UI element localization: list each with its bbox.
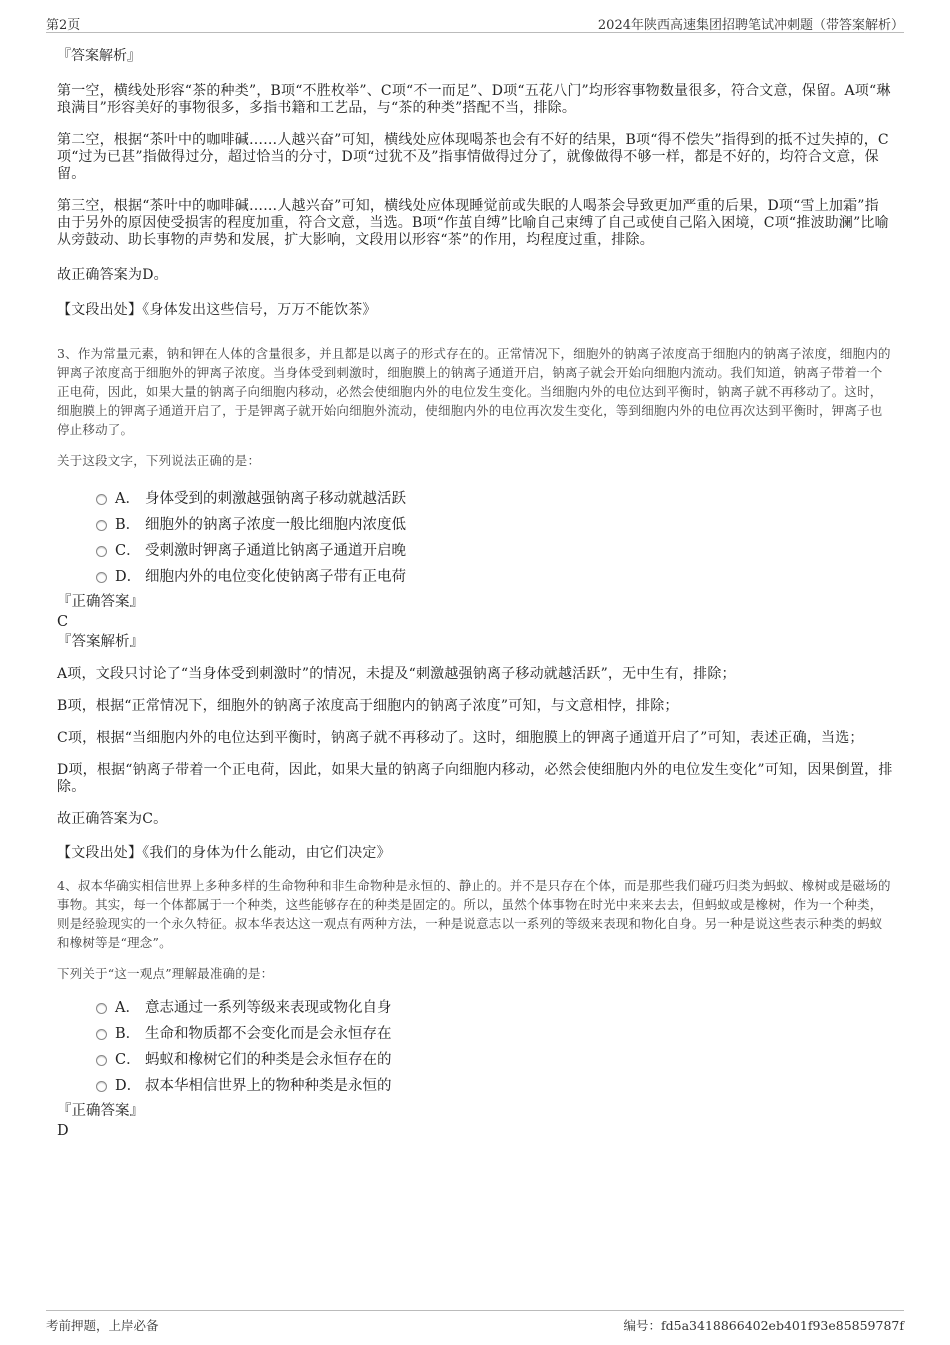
option-c[interactable]: C． 受刺激时钾离子通道比钠离子通道开启晚 <box>57 538 893 564</box>
footer-slogan: 考前押题，上岸必备 <box>46 1318 159 1333</box>
option-b[interactable]: B． 细胞外的钠离子浓度一般比细胞内浓度低 <box>57 512 893 538</box>
radio-circle-icon[interactable] <box>96 494 107 505</box>
correct-answer-value: D <box>57 1123 69 1139</box>
question-4-passage: 4、叔本华确实相信世界上多种多样的生命物种和非生命物种是永恒的、静止的。并不是只存在个体，而是那些我们碰巧归类为蚂蚁、橡树或是磁场的事物。其实，每一个体都属于一个种类，这些能够存在的种类是固定的。所以，虽然个体事物在时光中来来去去，但蚂蚁或是橡树，作为一个种类，则是经验现实的一个永久特征。叔本华表达这一观点有两种方法，一种是说意志以一系列的等级来表现和物化自身。另一种是说这些表示种类的蚂蚁和橡树等是“理念”。 <box>57 878 891 950</box>
correct-answer-value: C <box>57 614 69 630</box>
page-number: 第2页 <box>46 18 81 33</box>
question-3-options <box>57 486 893 590</box>
analysis-conclusion: 故正确答案为D。 <box>57 267 168 283</box>
analysis-paragraph: B项，根据“正常情况下，细胞外的钠离子浓度高于细胞内的钠离子浓度”可知，与文意相悖，排除； <box>57 698 679 714</box>
analysis-tag: 『答案解析』 <box>57 634 144 650</box>
option-a[interactable]: A． 意志通过一系列等级来表现或物化自身 <box>57 995 893 1021</box>
radio-circle-icon[interactable] <box>96 520 107 531</box>
document-id: 编号：fd5a3418866402eb401f93e85859787f <box>623 1318 904 1333</box>
option-d[interactable]: D． 细胞内外的电位变化使钠离子带有正电荷 <box>57 564 893 590</box>
source-citation: 【文段出处】《我们的身体为什么能动，由它们决定》 <box>57 845 391 861</box>
radio-circle-icon[interactable] <box>96 1081 107 1092</box>
analysis-paragraph: 第三空，根据“茶叶中的咖啡碱……人越兴奋”可知，横线处应体现睡觉前或失眠的人喝茶会导致更加严重的后果，D项“雪上加霜”指由于另外的原因使受损害的程度加重，符合文意，当选。B项“作茧自缚”比喻自己束缚了自己或使自己陷入困境，C项“推波助澜”比喻从旁鼓动、助长事物的声势和发展，扩大影响，文段用以形容“茶”的作用，均程度过重，排除。 <box>57 198 889 248</box>
option-b[interactable]: B． 生命和物质都不会变化而是会永恒存在 <box>57 1021 893 1047</box>
question-3-prompt: 关于这段文字，下列说法正确的是： <box>57 453 261 468</box>
analysis-paragraph: A项，文段只讨论了“当身体受到刺激时”的情况，未提及“刺激越强钠离子移动就越活跃”，无中生有，排除； <box>57 666 736 682</box>
option-d[interactable]: D． 叔本华相信世界上的物种种类是永恒的 <box>57 1073 893 1099</box>
question-3-passage: 3、作为常量元素，钠和钾在人体的含量很多，并且都是以离子的形式存在的。正常情况下，细胞外的钠离子浓度高于细胞内的钠离子浓度，细胞内的钾离子浓度高于细胞外的钾离子浓度。当身体受到刺激时，细胞膜上的钠离子通道开启，钠离子就会开始向细胞内流动。我们知道，钠离子带着一个正电荷，因此，如果大量的钠离子向细胞内移动，必然会使细胞内外的电位发生变化。当细胞内外的电位达到平衡时，钠离子就不再移动了。这时，细胞膜上的钾离子通道开启了，于是钾离子就开始向细胞外流动，使细胞内外的电位再次发生变化，等到细胞内外的电位再次达到平衡时，钾离子也停止移动了。 <box>57 346 891 437</box>
analysis-conclusion: 故正确答案为C。 <box>57 811 168 827</box>
analysis-paragraph: D项，根据“钠离子带着一个正电荷，因此，如果大量的钠离子向细胞内移动，必然会使细胞内外的电位发生变化”可知，因果倒置，排除。 <box>57 762 893 795</box>
analysis-paragraph: 第二空，根据“茶叶中的咖啡碱……人越兴奋”可知，横线处应体现喝茶也会有不好的结果，B项“得不偿失”指得到的抵不过失掉的，C项“过为已甚”指做得过分，超过恰当的分寸，D项“过犹不及”指事情做得过分了，就像做得不够一样，都是不好的，均符合文意，保留。 <box>57 132 889 182</box>
analysis-paragraph: C项，根据“当细胞内外的电位达到平衡时，钠离子就不再移动了。这时，细胞膜上的钾离子通道开启了”可知，表述正确，当选； <box>57 730 864 746</box>
radio-circle-icon[interactable] <box>96 1003 107 1014</box>
source-citation: 【文段出处】《身体发出这些信号，万万不能饮茶》 <box>57 302 377 318</box>
correct-answer-tag: 『正确答案』 <box>57 594 144 610</box>
page-header <box>46 12 904 33</box>
correct-answer-tag: 『正确答案』 <box>57 1103 144 1119</box>
option-a[interactable]: A． 身体受到的刺激越强钠离子移动就越活跃 <box>57 486 893 512</box>
radio-circle-icon[interactable] <box>96 1029 107 1040</box>
question-4-prompt: 下列关于“这一观点”理解最准确的是： <box>57 966 274 981</box>
radio-circle-icon[interactable] <box>96 572 107 583</box>
question-4-options <box>57 995 893 1099</box>
analysis-tag: 『答案解析』 <box>57 48 141 64</box>
analysis-paragraph: 第一空，横线处形容“茶的种类”，B项“不胜枚举”、C项“不一而足”、D项“五花八门”均形容事物数量很多，符合文意，保留。A项“琳琅满目”形容美好的事物很多，多指书籍和工艺品，与“茶的种类”搭配不当，排除。 <box>57 83 891 116</box>
page-footer <box>46 1310 904 1335</box>
radio-circle-icon[interactable] <box>96 1055 107 1066</box>
option-c[interactable]: C． 蚂蚁和橡树它们的种类是会永恒存在的 <box>57 1047 893 1073</box>
radio-circle-icon[interactable] <box>96 546 107 557</box>
document-body <box>57 38 893 1141</box>
document-title: 2024年陕西高速集团招聘笔试冲刺题（带答案解析） <box>597 18 904 33</box>
